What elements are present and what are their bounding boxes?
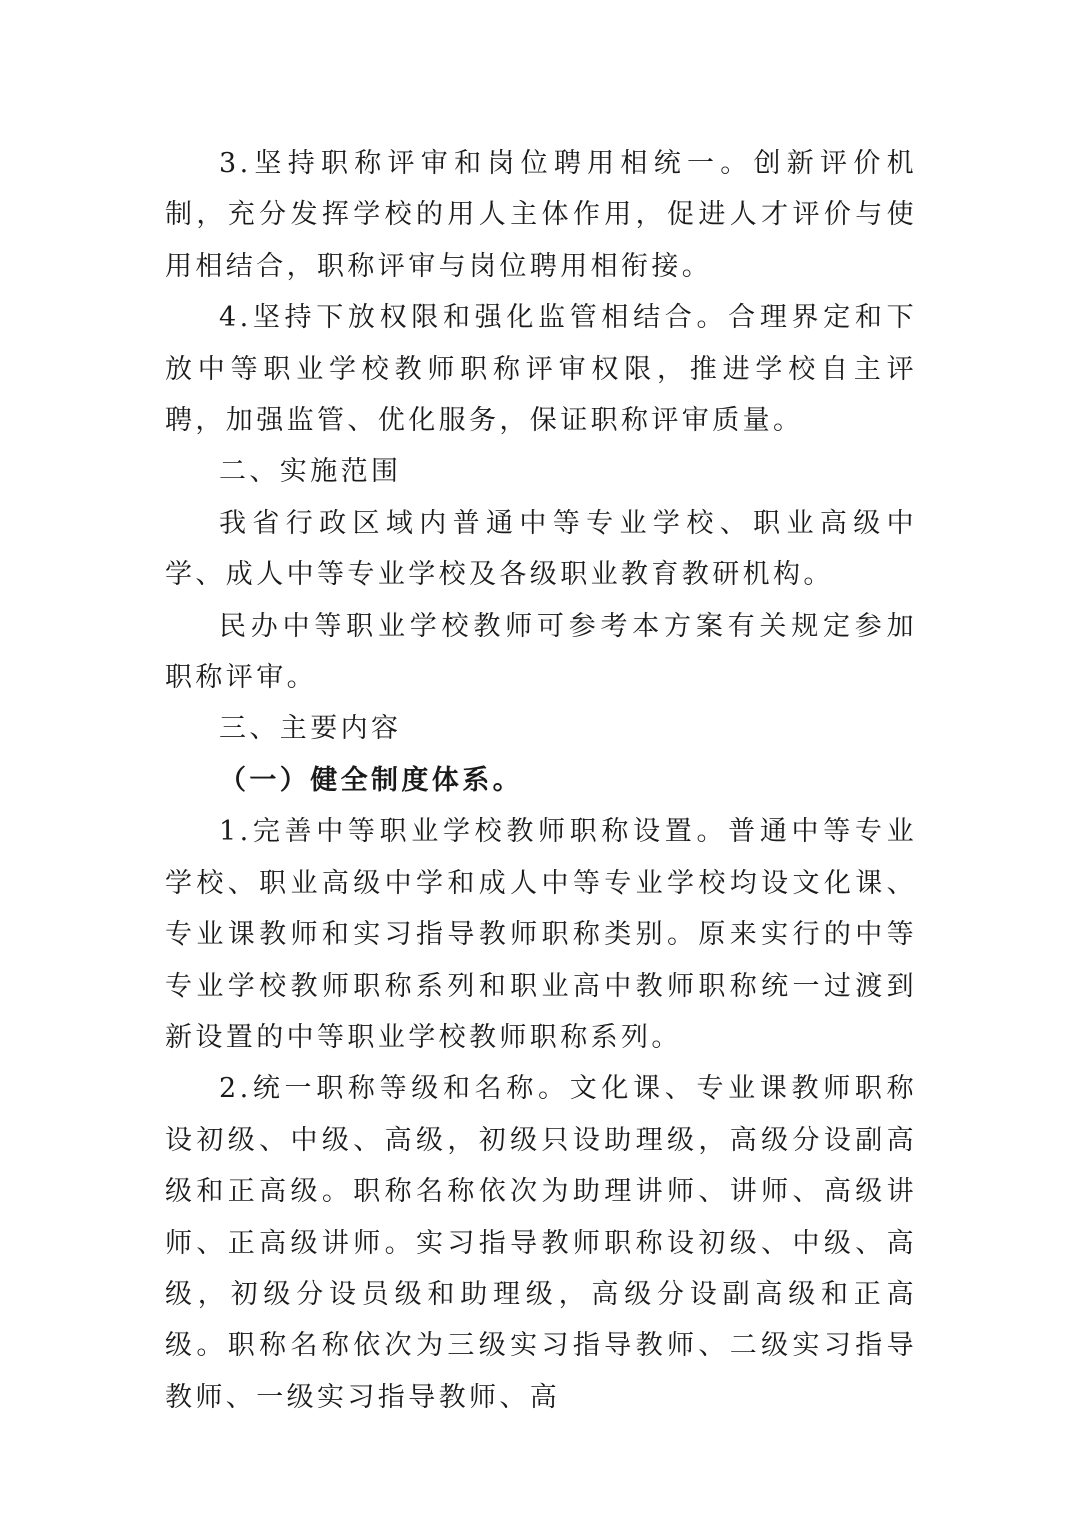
paragraph-principle-3: 3.坚持职称评审和岗位聘用相统一。创新评价机制，充分发挥学校的用人主体作用，促进人才评价与使用相结合，职称评审与岗位聘用相衔接。 bbox=[165, 148, 917, 282]
paragraph-scope-institutions: 我省行政区域内普通中等专业学校、职业高级中学、成人中等专业学校及各级职业教育教研机构。 bbox=[165, 507, 917, 591]
paragraph-scope-private-schools: 民办中等职业学校教师可参考本方案有关规定参加职称评审。 bbox=[165, 610, 917, 694]
section-heading-main-content: 三、主要内容 bbox=[219, 713, 402, 745]
section-heading-scope: 二、实施范围 bbox=[219, 456, 402, 488]
paragraph-title-levels: 2.统一职称等级和名称。文化课、专业课教师职称设初级、中级、高级，初级只设助理级，高级分设副高级和正高级。职称名称依次为助理讲师、讲师、高级讲师、正高级讲师。实习指导教师职称设初级、中级、高级，初级分设员级和助理级，高级分设副高级和正高级。职称名称依次为三级实习指导教师、二级实习指导教师、一级实习指导教师、高 bbox=[165, 1073, 917, 1413]
paragraph-title-setup: 1.完善中等职业学校教师职称设置。普通中等专业学校、职业高级中学和成人中等专业学校均设文化课、专业课教师和实习指导教师职称类别。原来实行的中等专业学校教师职称系列和职业高中教师职称统一过渡到新设置的中等职业学校教师职称系列。 bbox=[165, 816, 917, 1053]
document-body bbox=[165, 138, 917, 1423]
subsection-heading-system: （一）健全制度体系。 bbox=[219, 764, 523, 796]
paragraph-principle-4: 4.坚持下放权限和强化监管相结合。合理界定和下放中等职业学校教师职称评审权限，推进学校自主评聘，加强监管、优化服务，保证职称评审质量。 bbox=[165, 302, 917, 437]
